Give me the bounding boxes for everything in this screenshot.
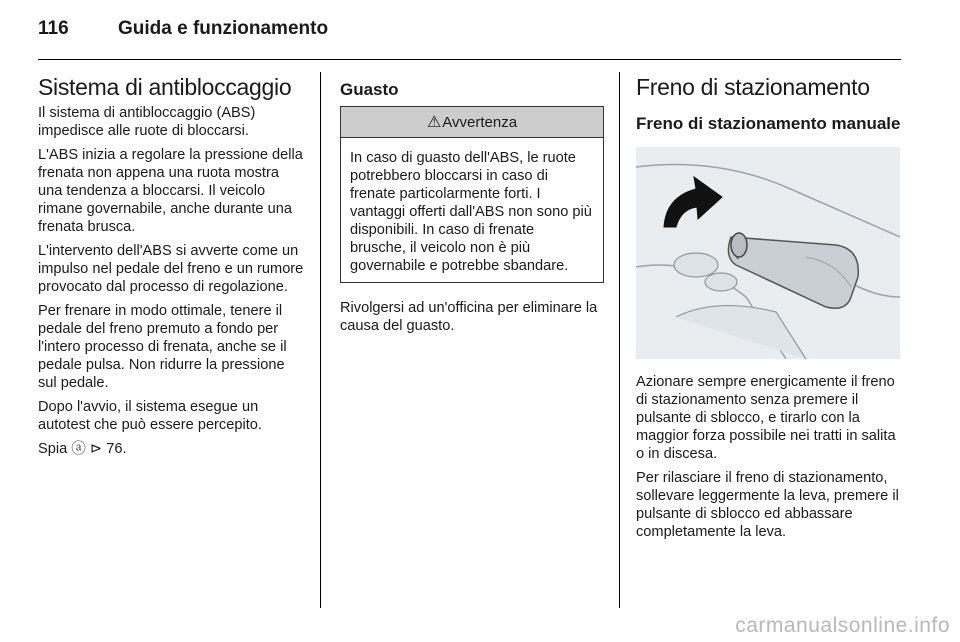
warning-text: In caso di guasto dell'ABS, le ruote potrebbero bloccarsi in caso di frenate particolarmente forti. I vantaggi offerti dall'ABS non sono più disponibili. In caso di frenate brusche, il veicolo non è più governabile e potrebbe sbandare. xyxy=(350,150,592,275)
reference-label: Spia xyxy=(38,441,68,458)
header-rule xyxy=(38,59,901,60)
abs-heading: Sistema di antibloccaggio xyxy=(38,74,292,100)
warning-title: Avvertenza xyxy=(442,114,518,132)
reference-page: 76. xyxy=(106,441,127,458)
warning-triangle-icon: ⚠ xyxy=(426,114,442,132)
parking-brake-paragraph-2: Per rilasciare il freno di stazionamento, sollevare leggermente la leva, premere il pulsante di sblocco ed abbassare completamente la leva. xyxy=(636,469,899,540)
abs-reference xyxy=(38,440,304,458)
page-header-title: Guida e funzionamento xyxy=(118,18,329,39)
handbrake-illustration xyxy=(636,147,900,359)
warning-body xyxy=(341,138,603,282)
page-reference-arrow-icon: ⊳ xyxy=(89,441,103,458)
column-abs xyxy=(38,74,304,464)
column-failure xyxy=(340,74,604,341)
abs-paragraph-3: L'intervento dell'ABS si avverte come un impulso nel pedale del freno e un rumore provocato dal processo di regolazione. xyxy=(38,243,304,296)
page-number: 116 xyxy=(38,18,69,39)
handbrake-lever-illustration xyxy=(636,147,900,359)
abs-paragraph-4: Per frenare in modo ottimale, tenere il pedale del freno premuto a fondo per l'intero processo di frenata, anche se il pedale pulsa. Non ridurre la pressione sul pedale. xyxy=(38,303,287,392)
watermark: carmanualsonline.info xyxy=(735,614,950,637)
abs-paragraph-2: L'ABS inizia a regolare la pressione della frenata non appena una ruota mostra una tendenza a bloccarsi. Il veicolo rimane governabile, anche durante una frenata brusca. xyxy=(38,147,303,236)
parking-brake-heading: Freno di stazionamento xyxy=(636,74,870,100)
warning-box xyxy=(340,106,604,283)
column-divider-2 xyxy=(619,72,620,608)
abs-warning-light-icon: ⓐ xyxy=(71,441,86,458)
manual-parking-brake-subheading: Freno di stazionamento manuale xyxy=(636,114,901,134)
failure-subheading: Guasto xyxy=(340,80,399,99)
failure-advice: Rivolgersi ad un'officina per eliminare la causa del guasto. xyxy=(340,300,598,335)
parking-brake-paragraph-1: Azionare sempre energicamente il freno di stazionamento senza premere il pulsante di sblocco, e tirarlo con la maggior forza possibile nei tratti in salita o in discesa. xyxy=(636,373,896,462)
column-parking-brake xyxy=(636,74,902,547)
column-divider-1 xyxy=(320,72,321,608)
abs-paragraph-5: Dopo l'avvio, il sistema esegue un autotest che può essere percepito. xyxy=(38,399,262,434)
abs-paragraph-1: Il sistema di antibloccaggio (ABS) impedisce alle ruote di bloccarsi. xyxy=(38,105,256,140)
warning-header xyxy=(341,107,603,138)
